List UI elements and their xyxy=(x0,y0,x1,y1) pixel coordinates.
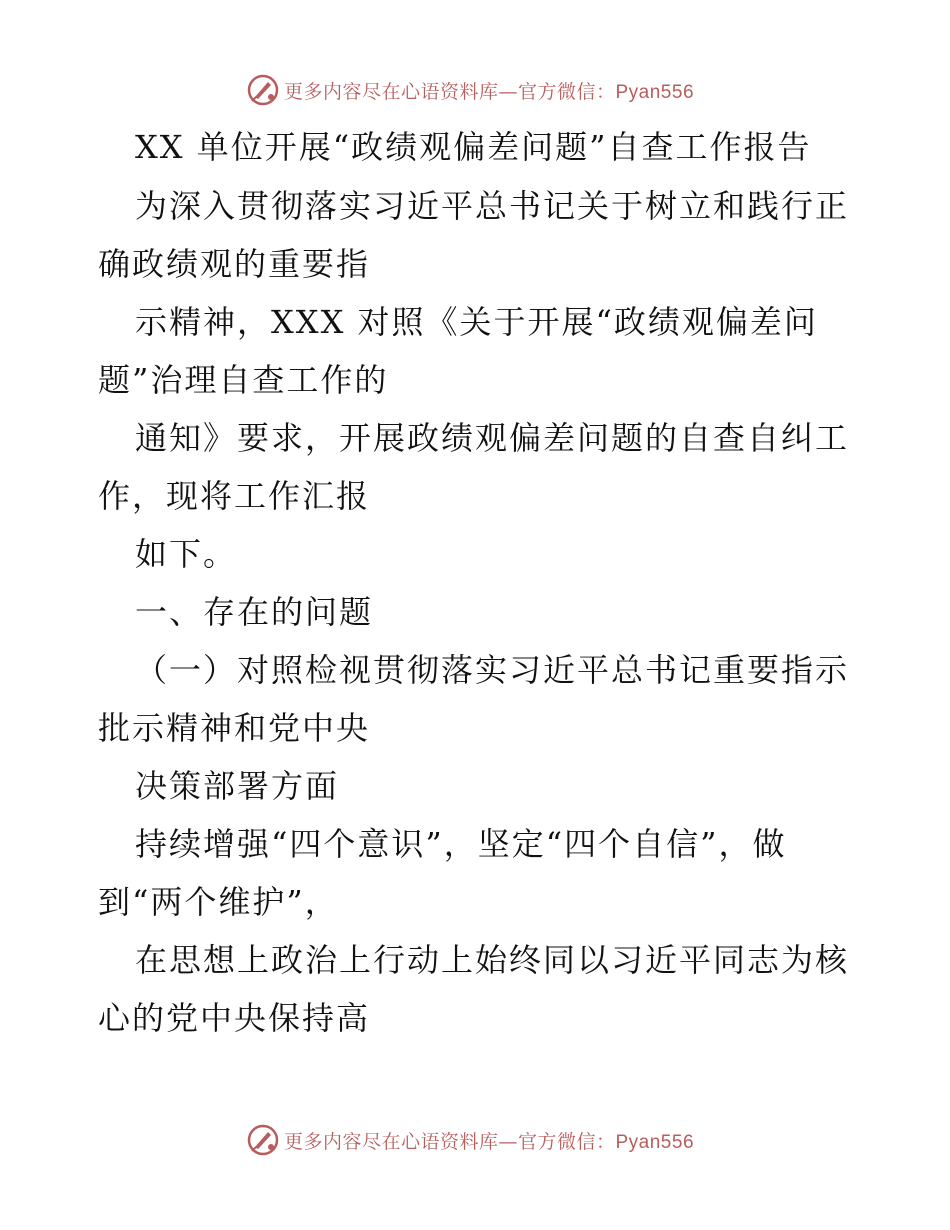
quill-seal-icon xyxy=(246,1123,280,1157)
paragraph-line: 题”治理自查工作的 xyxy=(98,361,389,399)
paragraph-line: 持续增强“四个意识”，坚定“四个自信”，做 xyxy=(135,825,787,863)
paragraph-line: 决策部署方面 xyxy=(135,767,340,805)
watermark-label xyxy=(284,1127,694,1154)
paragraph-line: 心的党中央保持高 xyxy=(98,999,371,1037)
subsection-heading: （一）对照检视贯彻落实习近平总书记重要指示 xyxy=(135,651,850,689)
paragraph-line: 在思想上政治上行动上始终同以习近平同志为核 xyxy=(135,941,850,979)
paragraph-line: 示精神，XXX 对照《关于开展“政绩观偏差问 xyxy=(135,303,818,341)
paragraph-line: 如下。 xyxy=(135,535,238,573)
quill-seal-icon xyxy=(246,73,280,107)
paragraph-line: 为深入贯彻落实习近平总书记关于树立和践行正 xyxy=(135,187,850,225)
paragraph-line: 作，现将工作汇报 xyxy=(98,477,371,515)
watermark-label xyxy=(284,77,694,104)
watermark-separator: — xyxy=(498,80,518,103)
watermark-separator: — xyxy=(498,1130,518,1153)
section-heading: 一、存在的问题 xyxy=(135,593,374,631)
watermark-wechat: 官方微信：Pyan556 xyxy=(518,1131,695,1153)
watermark-banner-bottom xyxy=(0,1120,950,1160)
paragraph-line: 通知》要求，开展政绩观偏差问题的自查自纠工 xyxy=(135,419,850,457)
document-title: XX 单位开展“政绩观偏差问题”自查工作报告 xyxy=(135,128,812,166)
watermark-banner-top xyxy=(0,70,950,110)
watermark-text: 更多内容尽在心语资料库 xyxy=(283,1130,499,1153)
paragraph-line: 确政绩观的重要指 xyxy=(98,245,371,283)
watermark-wechat: 官方微信：Pyan556 xyxy=(518,81,695,103)
watermark-text: 更多内容尽在心语资料库 xyxy=(283,80,499,103)
paragraph-line: 到“两个维护”， xyxy=(98,883,339,921)
paragraph-line: 批示精神和党中央 xyxy=(98,709,371,747)
